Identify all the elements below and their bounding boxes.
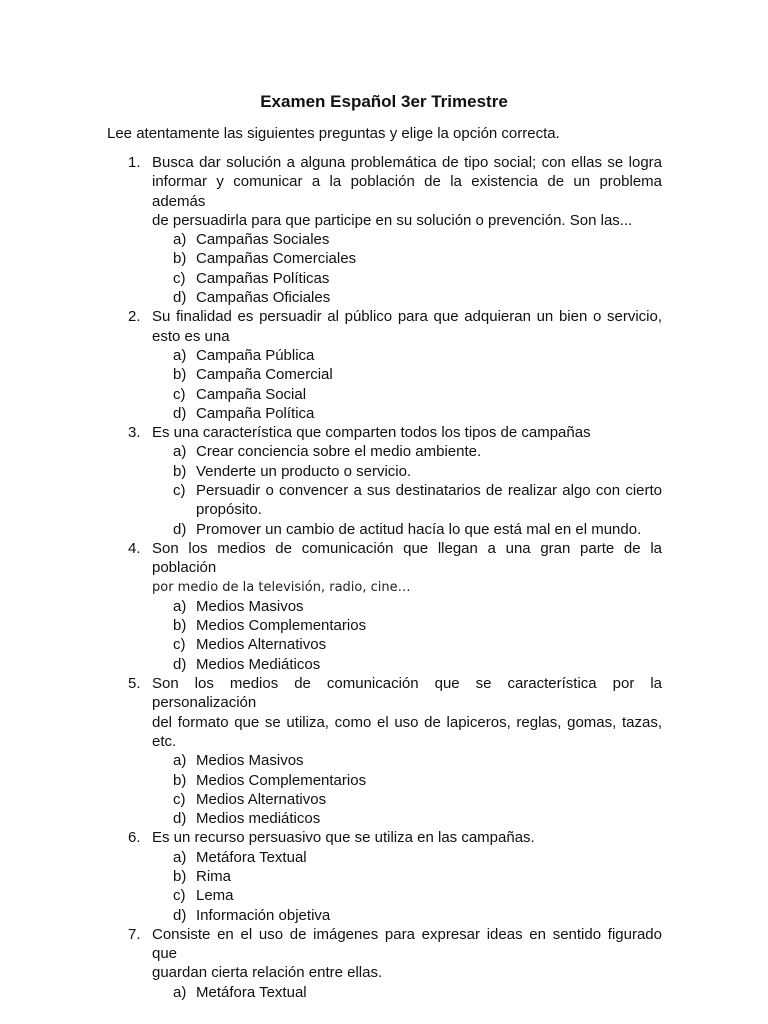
question-number: 7. (128, 925, 141, 943)
option-letter: b) (173, 250, 187, 268)
question-number: 3. (128, 424, 141, 442)
option-text-line: Campaña Pública (196, 346, 315, 364)
option-letter: a) (173, 597, 187, 615)
option-text (196, 848, 662, 867)
option-text (196, 520, 662, 539)
question-text-line: guardan cierta relación entre ellas. (152, 964, 383, 982)
option-text (196, 790, 662, 809)
option-text-line: Medios Masivos (196, 752, 304, 770)
option-text-line: Medios Complementarios (196, 771, 367, 789)
option-text (196, 983, 662, 1002)
option-letter: a) (173, 443, 187, 461)
option-text-line: Medios Alternativos (196, 790, 327, 808)
question-text-line: de persuadirla para que participe en su solución o prevención. Son las... (152, 211, 633, 229)
option-text-line: Lema (196, 887, 234, 905)
option-text-line: Medios mediáticos (196, 810, 321, 828)
option-list (0, 346, 768, 423)
option-text (196, 404, 662, 423)
option-list (0, 230, 768, 307)
option-text (196, 751, 662, 770)
option-letter: d) (173, 655, 187, 673)
option-text (196, 886, 662, 905)
question-text (152, 423, 662, 442)
answer-option (0, 906, 768, 925)
option-text (196, 867, 662, 886)
option-letter: a) (173, 231, 187, 249)
option-text (196, 809, 662, 828)
question-text-line: Son los medios de comunicación que llegan a una gran parte de la población (152, 539, 662, 577)
option-text-line: Medios Complementarios (196, 617, 367, 635)
option-list (0, 751, 768, 828)
option-letter: c) (173, 790, 186, 808)
question-item (0, 423, 768, 539)
question-number: 2. (128, 308, 141, 326)
question-text (152, 153, 662, 230)
option-list (0, 442, 768, 538)
question-list (0, 153, 768, 1002)
question-text (152, 307, 662, 346)
option-text-line: Rima (196, 867, 232, 885)
option-text-line: Persuadir o convencer a sus destinatarios de realizar algo con cierto (196, 482, 662, 500)
option-text (196, 249, 662, 268)
option-text-line: Crear conciencia sobre el medio ambiente. (196, 443, 482, 461)
option-text-line: Campaña Comercial (196, 366, 333, 384)
answer-option (0, 848, 768, 867)
answer-option (0, 983, 768, 1002)
option-text (196, 597, 662, 616)
answer-option (0, 230, 768, 249)
question-text (152, 828, 662, 847)
answer-option (0, 365, 768, 384)
answer-option (0, 385, 768, 404)
option-letter: b) (173, 617, 187, 635)
option-text-line: Campañas Oficiales (196, 289, 331, 307)
answer-option (0, 288, 768, 307)
question-text-line: esto es una (152, 327, 230, 345)
answer-option (0, 269, 768, 288)
question-text-line: Son los medios de comunicación que se característica por la personalización (152, 675, 662, 712)
option-letter: b) (173, 366, 187, 384)
option-letter: b) (173, 771, 187, 789)
question-text-line: Es un recurso persuasivo que se utiliza en las campañas. (152, 829, 535, 847)
option-letter: c) (173, 636, 186, 654)
question-text-line: del formato que se utiliza, como el uso de lapiceros, reglas, gomas, tazas, (152, 713, 662, 731)
question-text-line: informar y comunicar a la población de la existencia de un problema además (152, 173, 662, 210)
question-item (0, 153, 768, 307)
answer-option (0, 462, 768, 481)
option-text (196, 385, 662, 404)
question-text-line: Es una característica que comparten todos los tipos de campañas (152, 424, 591, 442)
option-text-line: Medios Alternativos (196, 636, 327, 654)
option-letter: a) (173, 983, 187, 1001)
answer-option (0, 616, 768, 635)
option-text-line: Medios Mediáticos (196, 655, 321, 673)
option-text (196, 462, 662, 481)
answer-option (0, 751, 768, 770)
option-letter: c) (173, 269, 186, 287)
option-letter: d) (173, 520, 187, 538)
question-number: 5. (128, 675, 141, 693)
option-text-line: Metáfora Textual (196, 848, 307, 866)
option-text-line: Campaña Social (196, 385, 307, 403)
option-list (0, 983, 768, 1002)
option-text-line: Promover un cambio de actitud hacía lo que está mal en el mundo. (196, 520, 642, 538)
answer-option (0, 886, 768, 905)
question-item (0, 539, 768, 674)
option-text (196, 481, 662, 520)
option-text (196, 365, 662, 384)
answer-option (0, 249, 768, 268)
document-title: Examen Español 3er Trimestre (260, 92, 508, 111)
answer-option (0, 655, 768, 674)
question-text (152, 925, 662, 983)
answer-option (0, 404, 768, 423)
option-text (196, 635, 662, 654)
option-text-line: Campaña Política (196, 404, 315, 422)
option-letter: a) (173, 752, 187, 770)
answer-option (0, 442, 768, 461)
option-text (196, 269, 662, 288)
option-text-line: Campañas Comerciales (196, 250, 357, 268)
option-letter: c) (173, 385, 186, 403)
answer-option (0, 481, 768, 520)
option-letter: b) (173, 462, 187, 480)
answer-option (0, 771, 768, 790)
question-number: 6. (128, 829, 141, 847)
option-text (196, 616, 662, 635)
option-text (196, 230, 662, 249)
question-text-line: Su finalidad es persuadir al público para que adquieran un bien o servicio, (152, 308, 662, 326)
question-item (0, 307, 768, 423)
question-number: 1. (128, 154, 141, 171)
option-letter: b) (173, 867, 187, 885)
option-text-line: Metáfora Textual (196, 983, 307, 1001)
option-list (0, 597, 768, 674)
option-letter: c) (173, 482, 186, 500)
option-letter: d) (173, 404, 187, 422)
option-letter: a) (173, 848, 187, 866)
answer-option (0, 597, 768, 616)
answer-option (0, 346, 768, 365)
option-text-line: Campañas Sociales (196, 231, 330, 249)
question-text-line: Busca dar solución a alguna problemática de tipo social; con ellas se logra (152, 154, 662, 171)
option-text (196, 771, 662, 790)
option-text-line: Medios Masivos (196, 597, 304, 615)
option-letter: c) (173, 887, 186, 905)
option-letter: d) (173, 810, 187, 828)
question-item (0, 674, 768, 828)
answer-option (0, 520, 768, 539)
answer-option (0, 790, 768, 809)
question-text-line: por medio de la televisión, radio, cine… (152, 579, 411, 595)
option-letter: d) (173, 906, 187, 924)
option-text-line: Información objetiva (196, 906, 331, 924)
answer-option (0, 635, 768, 654)
option-text-line: Venderte un producto o servicio. (196, 462, 412, 480)
option-list (0, 848, 768, 925)
question-item (0, 925, 768, 1002)
option-text (196, 655, 662, 674)
option-text-line: Campañas Políticas (196, 269, 330, 287)
option-letter: a) (173, 346, 187, 364)
question-text-line: Consiste en el uso de imágenes para expresar ideas en sentido figurado que (152, 925, 662, 963)
answer-option (0, 867, 768, 886)
question-text (152, 539, 662, 597)
option-text (196, 346, 662, 365)
question-number: 4. (128, 539, 141, 557)
option-text (196, 442, 662, 461)
option-text-line: propósito. (196, 501, 262, 519)
option-letter: d) (173, 289, 187, 307)
option-text (196, 906, 662, 925)
question-text (152, 674, 662, 751)
option-text (196, 288, 662, 307)
answer-option (0, 809, 768, 828)
instructions-text: Lee atentamente las siguientes preguntas y elige la opción correcta. (107, 125, 560, 142)
question-item (0, 828, 768, 924)
question-text-line: etc. (152, 732, 177, 750)
